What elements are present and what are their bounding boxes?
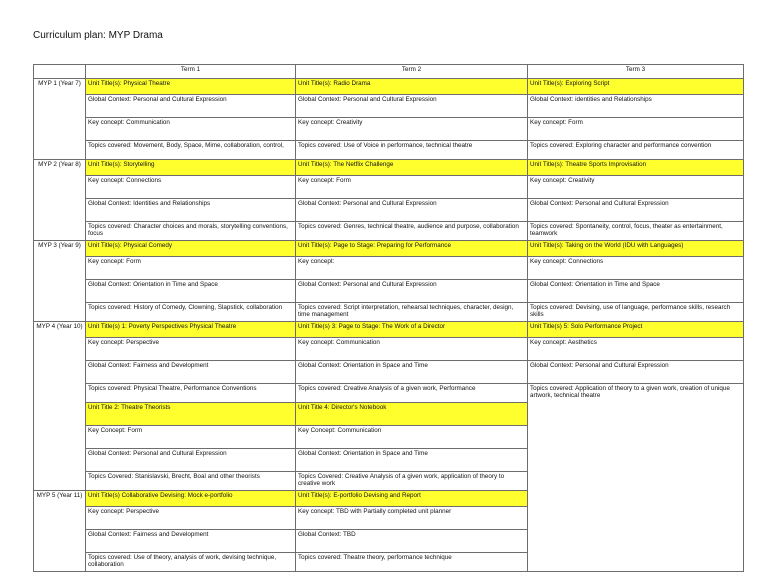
table-row xyxy=(34,280,744,303)
unit-title-cell: Unit Title(s): Radio Drama xyxy=(296,79,528,95)
global-context-cell: Global Context: Orientation in Time and Space xyxy=(86,280,296,303)
table-row xyxy=(34,176,744,199)
global-context-cell: Global Context: Fairness and Development xyxy=(86,361,296,384)
unit-title-cell: Unit Title(s) 1: Poverty Perspectives Physical Theatre xyxy=(86,322,296,338)
global-context-cell: Global Context: Personal and Cultural Expression xyxy=(296,199,528,222)
key-concept-cell: Key concept: Form xyxy=(296,176,528,199)
key-concept-cell: Key concept: Communication xyxy=(296,338,528,361)
unit-title-cell: Unit Title(s): Theatre Sports Improvisation xyxy=(528,160,744,176)
topics-cell: Topics covered: Devising, use of language, performance skills, research skills xyxy=(528,303,744,322)
header-row xyxy=(34,65,744,79)
topics-cell: Topics covered: Spontaneity, control, focus, theater as entertainment, teamwork xyxy=(528,222,744,241)
topics-cell: Topics covered: Genres, technical theatre, audience and purpose, collaboration xyxy=(296,222,528,241)
global-context-cell: Global Context: identities and Relationships xyxy=(528,95,744,118)
year-label-myp3: MYP 3 (Year 9) xyxy=(34,241,86,322)
table-row xyxy=(34,338,744,361)
global-context-cell: Global Context: Fairness and Development xyxy=(86,530,296,553)
key-concept-cell: Key concept: TBD with Partially completed unit planner xyxy=(296,507,528,530)
key-concept-cell: Key concept: Creativity xyxy=(528,176,744,199)
topics-cell: Topics covered: History of Comedy, Clowning, Slapstick, collaboration xyxy=(86,303,296,322)
unit-title-cell: Unit Title(s): Physical Comedy xyxy=(86,241,296,257)
header-term-2: Term 2 xyxy=(296,65,528,79)
global-context-cell: Global Context: TBD xyxy=(296,530,528,553)
corner-cell xyxy=(34,65,86,79)
table-row xyxy=(34,79,744,95)
table-row xyxy=(34,199,744,222)
header-term-1: Term 1 xyxy=(86,65,296,79)
table-row xyxy=(34,141,744,160)
table-row xyxy=(34,160,744,176)
topics-cell: Topics covered: Theatre theory, performance technique xyxy=(296,553,528,572)
key-concept-cell: Key concept: Form xyxy=(86,257,296,280)
table-row xyxy=(34,361,744,384)
unit-title-cell: Unit Title(s): Taking on the World (IDU with Languages) xyxy=(528,241,744,257)
table-row xyxy=(34,384,744,403)
table-row xyxy=(34,118,744,141)
key-concept-cell: Key concept: Creativity xyxy=(296,118,528,141)
header-term-3: Term 3 xyxy=(528,65,744,79)
topics-cell: Topics Covered: Stanislavski, Brecht, Boal and other theorists xyxy=(86,472,296,491)
global-context-cell: Global Context: Personal and Cultural Expression xyxy=(86,449,296,472)
topics-cell: Topics covered: Application of theory to a given work, creation of unique artwork, technical theatre xyxy=(528,384,744,572)
global-context-cell: Global Context: Orientation in Space and Time xyxy=(296,361,528,384)
key-concept-cell: Key concept: Perspective xyxy=(86,507,296,530)
table-row xyxy=(34,241,744,257)
topics-cell: Topics covered: Use of theory, analysis of work, devising technique, collaboration xyxy=(86,553,296,572)
unit-title-cell: Unit Title(s) 5: Solo Performance Project xyxy=(528,322,744,338)
global-context-cell: Global Context: Personal and Cultural Expression xyxy=(86,95,296,118)
topics-cell: Topics covered: Physical Theatre, Performance Conventions xyxy=(86,384,296,403)
key-concept-cell: Key concept: xyxy=(296,257,528,280)
unit-title-cell: Unit Title(s): The Netflix Challenge xyxy=(296,160,528,176)
key-concept-cell: Key concept: Connections xyxy=(528,257,744,280)
unit-title-cell: Unit Title(s): Physical Theatre xyxy=(86,79,296,95)
topics-cell: Topics covered: Exploring character and performance convention xyxy=(528,141,744,160)
key-concept-cell: Key Concept: Communication xyxy=(296,426,528,449)
key-concept-cell: Key concept: Form xyxy=(528,118,744,141)
key-concept-cell: Key concept: Aesthetics xyxy=(528,338,744,361)
year-label-myp5: MYP 5 (Year 11) xyxy=(34,491,86,572)
year-label-myp4: MYP 4 (Year 10) xyxy=(34,322,86,491)
unit-title-cell: Unit Title(s): E-portfolio Devising and Report xyxy=(296,491,528,507)
table-row xyxy=(34,303,744,322)
unit-title-cell: Unit Title(s): Exploring Script xyxy=(528,79,744,95)
key-concept-cell: Key Concept: Form xyxy=(86,426,296,449)
topics-cell: Topics Covered: Creative Analysis of a given work, application of theory to creative work xyxy=(296,472,528,491)
page-title: Curriculum plan: MYP Drama xyxy=(33,30,163,41)
topics-cell: Topics covered: Character choices and morals, storytelling conventions, focus xyxy=(86,222,296,241)
key-concept-cell: Key concept: Perspective xyxy=(86,338,296,361)
global-context-cell: Global Context: Personal and Cultural Expression xyxy=(296,280,528,303)
unit-title-cell: Unit Title 2: Theatre Theorists xyxy=(86,403,296,426)
topics-cell: Topics covered: Movement, Body, Space, Mime, collaboration, control, xyxy=(86,141,296,160)
global-context-cell: Global Context: Orientation in Space and Time xyxy=(296,449,528,472)
key-concept-cell: Key concept: Connections xyxy=(86,176,296,199)
curriculum-table xyxy=(33,64,744,572)
table-row xyxy=(34,257,744,280)
topics-cell: Topics covered: Script interpretation, rehearsal techniques, character, design, time management xyxy=(296,303,528,322)
topics-cell: Topics covered: Creative Analysis of a given work, Performance xyxy=(296,384,528,403)
year-label-myp2: MYP 2 (Year 8) xyxy=(34,160,86,241)
unit-title-cell: Unit Title(s): Storytelling xyxy=(86,160,296,176)
table-row xyxy=(34,222,744,241)
global-context-cell: Global Context: Personal and Cultural Expression xyxy=(528,199,744,222)
unit-title-cell: Unit Title(s) 3: Page to Stage: The Work of a Director xyxy=(296,322,528,338)
key-concept-cell: Key concept: Communication xyxy=(86,118,296,141)
table-row xyxy=(34,95,744,118)
unit-title-cell: Unit Title 4: Director's Notebook xyxy=(296,403,528,426)
global-context-cell: Global Context: Identities and Relationships xyxy=(86,199,296,222)
global-context-cell: Global Context: Orientation in Time and Space xyxy=(528,280,744,303)
table-row xyxy=(34,322,744,338)
year-label-myp1: MYP 1 (Year 7) xyxy=(34,79,86,160)
topics-cell: Topics covered: Use of Voice in performance, technical theatre xyxy=(296,141,528,160)
unit-title-cell: Unit Title(s) Collaborative Devising: Mock e-portfolio xyxy=(86,491,296,507)
global-context-cell: Global Context: Personal and Cultural Expression xyxy=(528,361,744,384)
unit-title-cell: Unit Title(s): Page to Stage: Preparing for Performance xyxy=(296,241,528,257)
global-context-cell: Global Context: Personal and Cultural Expression xyxy=(296,95,528,118)
